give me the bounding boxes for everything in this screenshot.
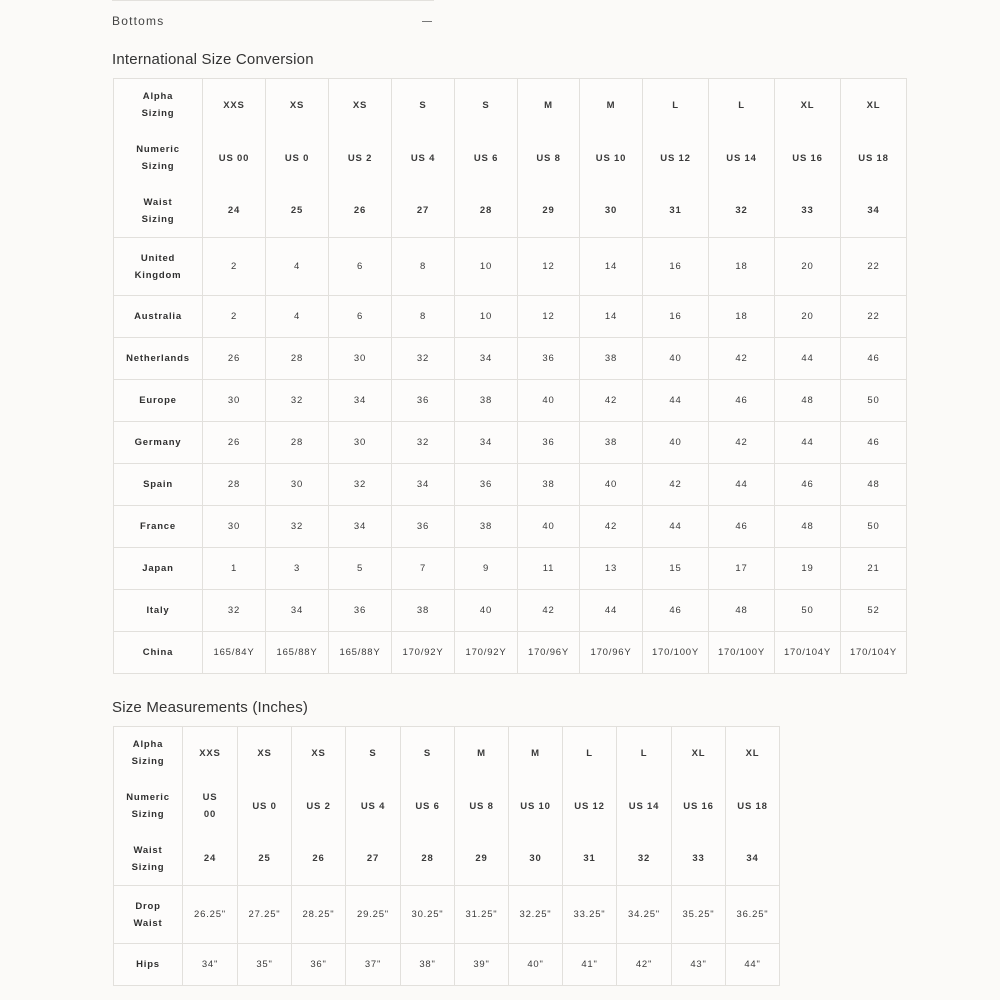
size-numeric: US 16 bbox=[683, 800, 714, 812]
table-row bbox=[114, 548, 907, 590]
table-cell: 52 bbox=[841, 590, 907, 632]
table-cell: 28 bbox=[266, 338, 329, 380]
table-cell: 14 bbox=[580, 238, 643, 296]
table-cell: 3 bbox=[266, 548, 329, 590]
size-numeric: US 0 bbox=[252, 800, 277, 812]
size-column-header bbox=[563, 727, 617, 886]
table-cell: 32 bbox=[392, 338, 455, 380]
size-alpha: XL bbox=[691, 747, 706, 759]
table-cell: 36 bbox=[392, 380, 455, 422]
row-label: Italy bbox=[114, 590, 203, 632]
size-waist: 26 bbox=[353, 205, 367, 217]
size-numeric: US 14 bbox=[628, 800, 660, 812]
table-cell: 42" bbox=[617, 944, 672, 986]
table-cell: 38 bbox=[580, 422, 643, 464]
table-cell: 48 bbox=[841, 464, 907, 506]
size-waist: 24 bbox=[227, 205, 241, 217]
header-label-cell bbox=[114, 727, 183, 886]
table-cell: 19 bbox=[775, 548, 841, 590]
size-alpha: M bbox=[531, 747, 540, 759]
size-waist: 30 bbox=[529, 853, 542, 865]
size-numeric: US 4 bbox=[410, 152, 436, 164]
size-waist: 31 bbox=[669, 205, 682, 217]
row-label: United Kingdom bbox=[114, 238, 203, 296]
table-cell: 34 bbox=[266, 590, 329, 632]
table-cell: 8 bbox=[392, 238, 455, 296]
size-column-header bbox=[841, 79, 907, 238]
table-cell: 42 bbox=[709, 338, 775, 380]
size-alpha: XS bbox=[257, 747, 272, 759]
table-cell: 38 bbox=[518, 464, 580, 506]
table-row bbox=[114, 506, 907, 548]
header-label: Alpha Sizing bbox=[131, 739, 165, 768]
size-column-header bbox=[238, 727, 292, 886]
size-column-header bbox=[392, 79, 455, 238]
size-alpha: L bbox=[586, 747, 593, 759]
table-cell: 36" bbox=[292, 944, 346, 986]
row-label: Australia bbox=[114, 296, 203, 338]
table-cell: 40 bbox=[455, 590, 518, 632]
table-cell: 28 bbox=[266, 422, 329, 464]
size-waist: 25 bbox=[258, 853, 271, 865]
row-label: Europe bbox=[114, 380, 203, 422]
table-cell: 46 bbox=[775, 464, 841, 506]
size-column-header bbox=[617, 727, 672, 886]
row-label: Spain bbox=[114, 464, 203, 506]
size-column-header bbox=[292, 727, 346, 886]
size-numeric: US 2 bbox=[347, 152, 373, 164]
table-cell: 36.25" bbox=[726, 886, 780, 944]
size-alpha: XS bbox=[289, 99, 305, 111]
table-cell: 48 bbox=[775, 506, 841, 548]
table-cell: 30.25" bbox=[401, 886, 455, 944]
table-cell: 36 bbox=[518, 422, 580, 464]
header-label-cell bbox=[114, 79, 203, 238]
table-cell: 44" bbox=[726, 944, 780, 986]
table-cell: 170/100Y bbox=[709, 632, 775, 674]
size-waist: 28 bbox=[479, 205, 493, 217]
table-cell: 44 bbox=[643, 506, 709, 548]
size-numeric: US 2 bbox=[306, 800, 331, 812]
size-alpha: XS bbox=[352, 99, 368, 111]
table-cell: 8 bbox=[392, 296, 455, 338]
size-waist: 25 bbox=[290, 205, 304, 217]
header-label: Waist Sizing bbox=[131, 844, 165, 873]
table-cell: 20 bbox=[775, 296, 841, 338]
table-cell: 10 bbox=[455, 238, 518, 296]
table-cell: 34 bbox=[455, 422, 518, 464]
table-cell: 17 bbox=[709, 548, 775, 590]
size-numeric: US 0 bbox=[284, 152, 310, 164]
table-cell: 38 bbox=[455, 506, 518, 548]
table-cell: 165/88Y bbox=[266, 632, 329, 674]
size-numeric: US 10 bbox=[520, 800, 551, 812]
header-label: Numeric Sizing bbox=[126, 792, 170, 820]
table-cell: 31.25" bbox=[455, 886, 509, 944]
size-alpha: XS bbox=[311, 747, 326, 759]
table-cell: 34 bbox=[329, 380, 392, 422]
table-cell: 40 bbox=[580, 464, 643, 506]
table-cell: 7 bbox=[392, 548, 455, 590]
size-waist: 26 bbox=[312, 853, 325, 865]
table-cell: 18 bbox=[709, 296, 775, 338]
size-waist: 33 bbox=[692, 853, 705, 865]
size-waist: 24 bbox=[203, 853, 217, 865]
table-cell: 36 bbox=[518, 338, 580, 380]
size-alpha: L bbox=[738, 99, 745, 111]
table-row bbox=[114, 632, 907, 674]
table-row bbox=[114, 338, 907, 380]
size-waist: 31 bbox=[583, 853, 596, 865]
table-cell: 32 bbox=[329, 464, 392, 506]
table-row bbox=[114, 296, 907, 338]
table-cell: 32.25" bbox=[509, 886, 563, 944]
table-cell: 32 bbox=[266, 506, 329, 548]
size-alpha: S bbox=[419, 99, 427, 111]
size-waist: 34 bbox=[867, 205, 880, 217]
table-cell: 28 bbox=[203, 464, 266, 506]
size-numeric: US 12 bbox=[660, 152, 691, 164]
minus-icon[interactable] bbox=[422, 21, 432, 22]
size-column-header bbox=[401, 727, 455, 886]
table-cell: 165/84Y bbox=[203, 632, 266, 674]
size-alpha: L bbox=[640, 747, 648, 759]
table-cell: 170/100Y bbox=[643, 632, 709, 674]
bottoms-accordion-toggle[interactable] bbox=[112, 0, 434, 41]
table-cell: 170/92Y bbox=[455, 632, 518, 674]
size-numeric: US 00 bbox=[202, 792, 218, 820]
size-alpha: S bbox=[423, 747, 432, 759]
table-cell: 20 bbox=[775, 238, 841, 296]
table-cell: 32 bbox=[392, 422, 455, 464]
table-cell: 46 bbox=[643, 590, 709, 632]
header-label: Waist Sizing bbox=[141, 196, 175, 225]
table-cell: 36 bbox=[455, 464, 518, 506]
size-column-header bbox=[726, 727, 780, 886]
size-numeric: US 12 bbox=[574, 800, 605, 812]
table-cell: 15 bbox=[643, 548, 709, 590]
table-cell: 1 bbox=[203, 548, 266, 590]
table-cell: 30 bbox=[203, 380, 266, 422]
table-cell: 43" bbox=[672, 944, 726, 986]
size-waist: 34 bbox=[746, 853, 759, 865]
size-column-header bbox=[346, 727, 401, 886]
table-cell: 33.25" bbox=[563, 886, 617, 944]
table-cell: 170/96Y bbox=[580, 632, 643, 674]
size-column-header bbox=[643, 79, 709, 238]
table-cell: 38" bbox=[401, 944, 455, 986]
table-cell: 18 bbox=[709, 238, 775, 296]
table-cell: 13 bbox=[580, 548, 643, 590]
table-cell: 34" bbox=[183, 944, 238, 986]
table-row bbox=[114, 590, 907, 632]
row-label: Drop Waist bbox=[114, 886, 183, 944]
table-cell: 28.25" bbox=[292, 886, 346, 944]
table-cell: 27.25" bbox=[238, 886, 292, 944]
size-alpha: M bbox=[544, 99, 553, 111]
size-waist: 32 bbox=[637, 853, 651, 865]
size-waist: 29 bbox=[475, 853, 488, 865]
table-cell: 30 bbox=[203, 506, 266, 548]
header-label: Numeric Sizing bbox=[136, 144, 180, 172]
size-numeric: US 16 bbox=[792, 152, 823, 164]
size-waist: 28 bbox=[421, 853, 434, 865]
table-cell: 170/92Y bbox=[392, 632, 455, 674]
size-waist: 27 bbox=[366, 853, 380, 865]
size-waist: 30 bbox=[604, 205, 618, 217]
table-cell: 170/96Y bbox=[518, 632, 580, 674]
table-cell: 38 bbox=[580, 338, 643, 380]
size-waist: 33 bbox=[801, 205, 814, 217]
size-column-header bbox=[672, 727, 726, 886]
table-cell: 42 bbox=[643, 464, 709, 506]
size-numeric: US 6 bbox=[473, 152, 499, 164]
table-cell: 48 bbox=[775, 380, 841, 422]
size-column-header bbox=[709, 79, 775, 238]
table-cell: 40 bbox=[643, 338, 709, 380]
size-numeric: US 00 bbox=[218, 152, 250, 164]
table-row bbox=[114, 464, 907, 506]
size-column-header bbox=[580, 79, 643, 238]
size-column-header bbox=[509, 727, 563, 886]
table-cell: 39" bbox=[455, 944, 509, 986]
table-cell: 42 bbox=[518, 590, 580, 632]
table-cell: 22 bbox=[841, 238, 907, 296]
measurements-heading: Size Measurements (Inches) bbox=[112, 699, 309, 716]
table-cell: 44 bbox=[775, 338, 841, 380]
table-cell: 10 bbox=[455, 296, 518, 338]
size-alpha: XL bbox=[800, 99, 815, 111]
table-cell: 26.25" bbox=[183, 886, 238, 944]
table-cell: 30 bbox=[266, 464, 329, 506]
table-cell: 4 bbox=[266, 296, 329, 338]
size-numeric: US 8 bbox=[536, 152, 561, 164]
table-row bbox=[114, 944, 780, 986]
table-row bbox=[114, 238, 907, 296]
table-cell: 30 bbox=[329, 422, 392, 464]
table-cell: 2 bbox=[203, 238, 266, 296]
table-cell: 9 bbox=[455, 548, 518, 590]
table-row bbox=[114, 380, 907, 422]
table-cell: 32 bbox=[203, 590, 266, 632]
table-cell: 40 bbox=[643, 422, 709, 464]
table-cell: 32 bbox=[266, 380, 329, 422]
table-cell: 26 bbox=[203, 338, 266, 380]
table-cell: 6 bbox=[329, 238, 392, 296]
table-cell: 41" bbox=[563, 944, 617, 986]
table-cell: 170/104Y bbox=[775, 632, 841, 674]
size-alpha: S bbox=[369, 747, 377, 759]
table-cell: 46 bbox=[709, 506, 775, 548]
size-column-header bbox=[775, 79, 841, 238]
header-row bbox=[114, 727, 780, 886]
size-alpha: XXS bbox=[199, 747, 221, 759]
row-label: France bbox=[114, 506, 203, 548]
accordion-label: Bottoms bbox=[112, 14, 165, 28]
table-cell: 40 bbox=[518, 380, 580, 422]
size-column-header bbox=[455, 79, 518, 238]
size-waist: 29 bbox=[542, 205, 555, 217]
size-alpha: XL bbox=[866, 99, 881, 111]
table-cell: 6 bbox=[329, 296, 392, 338]
size-numeric: US 10 bbox=[595, 152, 627, 164]
table-cell: 14 bbox=[580, 296, 643, 338]
table-cell: 44 bbox=[580, 590, 643, 632]
table-cell: 5 bbox=[329, 548, 392, 590]
table-cell: 30 bbox=[329, 338, 392, 380]
table-cell: 44 bbox=[709, 464, 775, 506]
table-cell: 50 bbox=[841, 380, 907, 422]
size-column-header bbox=[518, 79, 580, 238]
size-alpha: XL bbox=[745, 747, 760, 759]
table-cell: 36 bbox=[392, 506, 455, 548]
table-cell: 38 bbox=[455, 380, 518, 422]
row-label: Germany bbox=[114, 422, 203, 464]
size-column-header bbox=[266, 79, 329, 238]
table-cell: 35" bbox=[238, 944, 292, 986]
table-cell: 42 bbox=[709, 422, 775, 464]
row-label: Hips bbox=[114, 944, 183, 986]
table-cell: 26 bbox=[203, 422, 266, 464]
table-cell: 11 bbox=[518, 548, 580, 590]
table-cell: 42 bbox=[580, 380, 643, 422]
table-cell: 34 bbox=[392, 464, 455, 506]
size-numeric: US 6 bbox=[415, 800, 440, 812]
table-cell: 35.25" bbox=[672, 886, 726, 944]
size-numeric: US 14 bbox=[726, 152, 757, 164]
conversion-heading: International Size Conversion bbox=[112, 51, 314, 68]
table-cell: 34 bbox=[455, 338, 518, 380]
size-alpha: S bbox=[482, 99, 490, 111]
table-row bbox=[114, 886, 780, 944]
size-alpha: M bbox=[477, 747, 486, 759]
table-cell: 48 bbox=[709, 590, 775, 632]
table-cell: 22 bbox=[841, 296, 907, 338]
size-numeric: US 18 bbox=[737, 800, 768, 812]
table-cell: 21 bbox=[841, 548, 907, 590]
table-cell: 12 bbox=[518, 296, 580, 338]
table-cell: 44 bbox=[775, 422, 841, 464]
table-cell: 165/88Y bbox=[329, 632, 392, 674]
size-column-header bbox=[203, 79, 266, 238]
size-measurements-table bbox=[113, 726, 780, 986]
table-cell: 16 bbox=[643, 238, 709, 296]
table-cell: 40 bbox=[518, 506, 580, 548]
table-cell: 4 bbox=[266, 238, 329, 296]
table-cell: 44 bbox=[643, 380, 709, 422]
table-cell: 34.25" bbox=[617, 886, 672, 944]
size-alpha: L bbox=[672, 99, 679, 111]
table-cell: 46 bbox=[841, 338, 907, 380]
size-waist: 32 bbox=[735, 205, 748, 217]
table-cell: 50 bbox=[775, 590, 841, 632]
table-cell: 50 bbox=[841, 506, 907, 548]
header-label: Alpha Sizing bbox=[141, 91, 175, 120]
table-cell: 36 bbox=[329, 590, 392, 632]
size-column-header bbox=[183, 727, 238, 886]
size-alpha: XXS bbox=[223, 99, 245, 111]
row-label: China bbox=[114, 632, 203, 674]
table-cell: 16 bbox=[643, 296, 709, 338]
table-cell: 46 bbox=[841, 422, 907, 464]
table-cell: 29.25" bbox=[346, 886, 401, 944]
table-cell: 170/104Y bbox=[841, 632, 907, 674]
size-waist: 27 bbox=[416, 205, 430, 217]
size-column-header bbox=[455, 727, 509, 886]
size-numeric: US 18 bbox=[858, 152, 889, 164]
table-cell: 38 bbox=[392, 590, 455, 632]
size-conversion-table bbox=[113, 78, 907, 674]
table-row bbox=[114, 422, 907, 464]
table-cell: 12 bbox=[518, 238, 580, 296]
table-cell: 37" bbox=[346, 944, 401, 986]
row-label: Japan bbox=[114, 548, 203, 590]
table-cell: 42 bbox=[580, 506, 643, 548]
table-cell: 34 bbox=[329, 506, 392, 548]
size-numeric: US 8 bbox=[469, 800, 494, 812]
header-row bbox=[114, 79, 907, 238]
size-numeric: US 4 bbox=[360, 800, 386, 812]
table-cell: 40" bbox=[509, 944, 563, 986]
table-cell: 2 bbox=[203, 296, 266, 338]
table-cell: 46 bbox=[709, 380, 775, 422]
row-label: Netherlands bbox=[114, 338, 203, 380]
size-alpha: M bbox=[606, 99, 616, 111]
size-column-header bbox=[329, 79, 392, 238]
